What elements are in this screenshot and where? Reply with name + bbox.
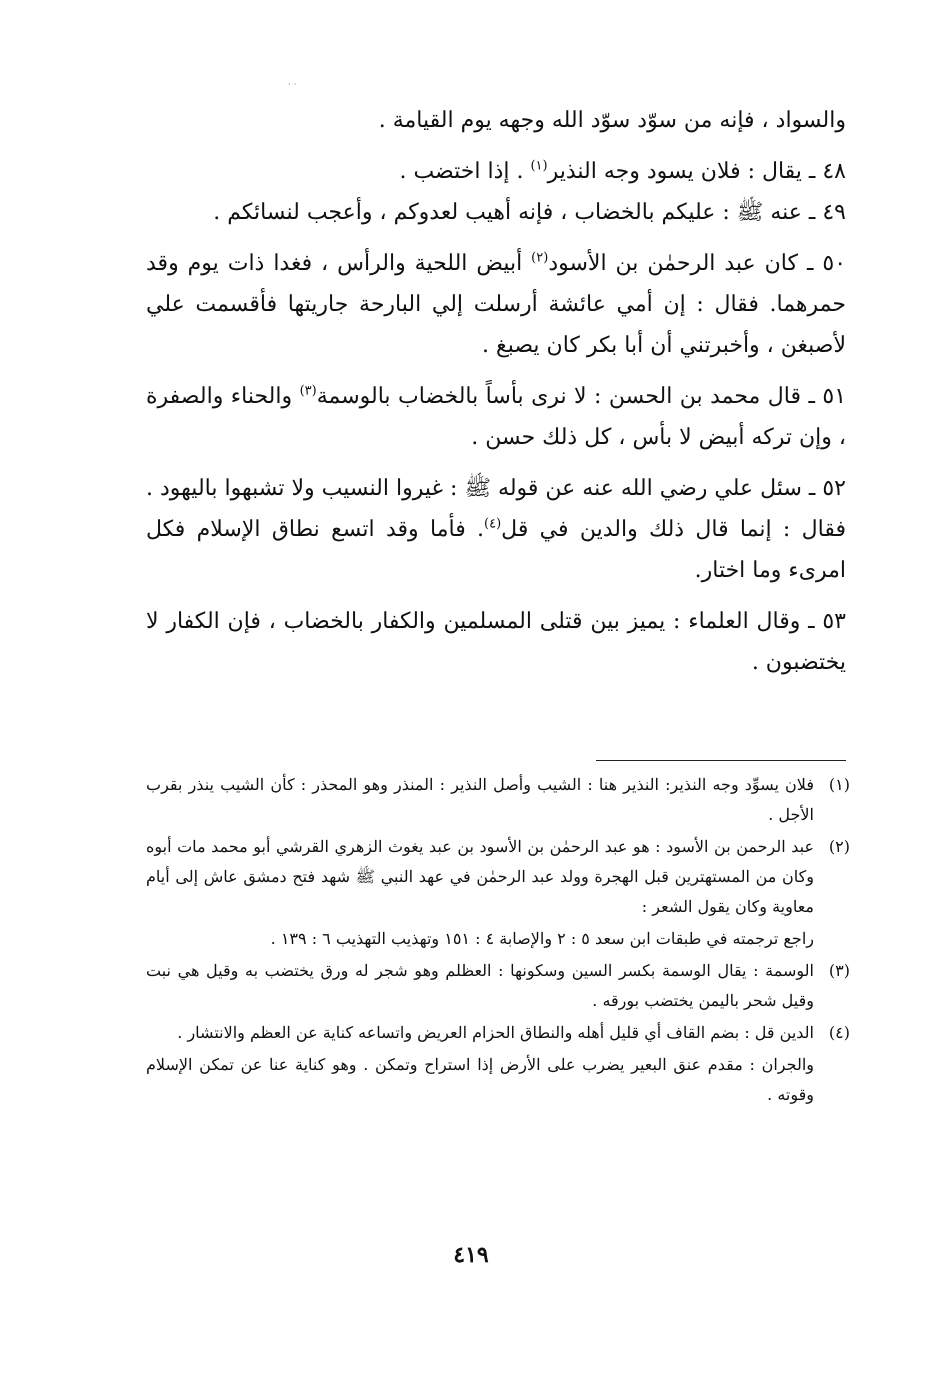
footnote-3-number: (٣) xyxy=(828,961,850,980)
footnote-ref-3[interactable]: (٣) xyxy=(299,383,317,399)
main-text xyxy=(146,100,846,683)
paragraph-49: ٤٩ ـ عنه ﷺ : عليكم بالخضاب ، فإنه أهيب لعدوكم ، وأعجب لنسائكم . xyxy=(213,200,846,225)
paragraph-51 xyxy=(146,376,846,458)
footnote-3-text: الوسمة : يقال الوسمة بكسر السين وسكونها : العظلم وهو شجر له ورق يختضب به وقيل هي نبت وقيل شحر باليمن يختضب بورقه . xyxy=(146,961,814,1010)
paragraph-50 xyxy=(146,243,846,366)
paragraph-50-text-b: أبيض اللحية والرأس ، فغدا ذات يوم وقد حمرهما. فقال : إن أمي عائشة أرسلت إلي البارحة جاريتها فأقسمت علي لأصبغن ، وأخبرتني أن أبا بكر كان يصبغ . xyxy=(146,251,846,358)
footnote-ref-4[interactable]: (٤) xyxy=(484,516,502,532)
paragraph-53: ٥٣ ـ وقال العلماء : يميز بين قتلى المسلمين والكفار بالخضاب ، فإن الكفار لا يختضبون . xyxy=(146,609,846,675)
paragraph-48 xyxy=(146,151,846,192)
scan-speck: · · xyxy=(288,80,297,90)
paragraph-52-text-b: . فأما وقد اتسع نطاق الإسلام فكل امرىء وما اختار. xyxy=(146,517,846,583)
paragraph-48-text-a: ٤٨ ـ يقال : فلان يسود وجه النذير xyxy=(547,159,846,184)
footnote-ref-1[interactable]: (١) xyxy=(530,158,548,174)
page-number: ٤١٩ xyxy=(453,1242,489,1268)
footnote-2 xyxy=(146,832,850,954)
footnote-2-body xyxy=(146,832,814,954)
paragraph-51-text-b: والحناء والصفرة ، وإن تركه أبيض لا بأس ، كل ذلك حسن . xyxy=(146,384,846,450)
footnote-4-extra: والجران : مقدم عنق البعير يضرب على الأرض إذا استراح وتمكن . وهو كناية عنا عن تمكن الإسلام وقوته . xyxy=(146,1055,815,1104)
paragraph-48-text-b: . إذا اختضب . xyxy=(399,159,531,184)
footnote-4-number: (٤) xyxy=(828,1023,850,1042)
paragraph-52-text-a: ٥٢ ـ سئل علي رضي الله عنه عن قوله ﷺ : غيروا النسيب ولا تشبهوا باليهود . فقال : إنما قال ذلك والدين في قل xyxy=(146,476,846,542)
footnote-3 xyxy=(146,956,850,1016)
paragraph-52 xyxy=(146,468,846,591)
footnote-divider xyxy=(596,760,846,761)
footnote-1-text: فلان يسوِّد وجه النذير: النذير هنا : الشيب وأصل النذير : المنذر وهو المحذر : كأن الشيب ينذر بقرب الأجل . xyxy=(146,775,814,824)
footnotes xyxy=(146,770,850,1110)
footnote-2-number: (٢) xyxy=(828,837,850,856)
footnote-4 xyxy=(146,1018,850,1048)
footnote-2-text: عبد الرحمن بن الأسود : هو عبد الرحمٰن بن الأسود بن عبد يغوث الزهري القرشي أبو محمد مات أبوه وكان من المستهترين قبل الهجرة وولد عبد الرحمٰن في عهد النبي ﷺ شهد فتح دمشق عاش إلى أيام معاوية وكان يقول الشعر : xyxy=(146,837,815,916)
paragraph-50-text-a: ٥٠ ـ كان عبد الرحمٰن بن الأسود xyxy=(548,251,847,276)
footnote-1 xyxy=(146,770,850,830)
footnote-1-number: (١) xyxy=(828,775,850,794)
footnote-4-text: الدين قل : بضم القاف أي قليل أهله والنطاق الحزام العريض واتساعه كناية عن العظم والانتشار . xyxy=(177,1023,814,1042)
footnote-2-references: راجع ترجمته في طبقات ابن سعد ٥ : ٢ والإصابة ٤ : ١٥١ وتهذيب التهذيب ٦ : ١٣٩ . xyxy=(270,929,814,948)
paragraph-51-text-a: ٥١ ـ قال محمد بن الحسن : لا نرى بأساً بالخضاب بالوسمة xyxy=(316,384,847,409)
paragraph-continuation: والسواد ، فإنه من سوّد سوّد الله وجهه يوم القيامة . xyxy=(378,108,846,133)
footnote-ref-2[interactable]: (٢) xyxy=(531,250,549,266)
